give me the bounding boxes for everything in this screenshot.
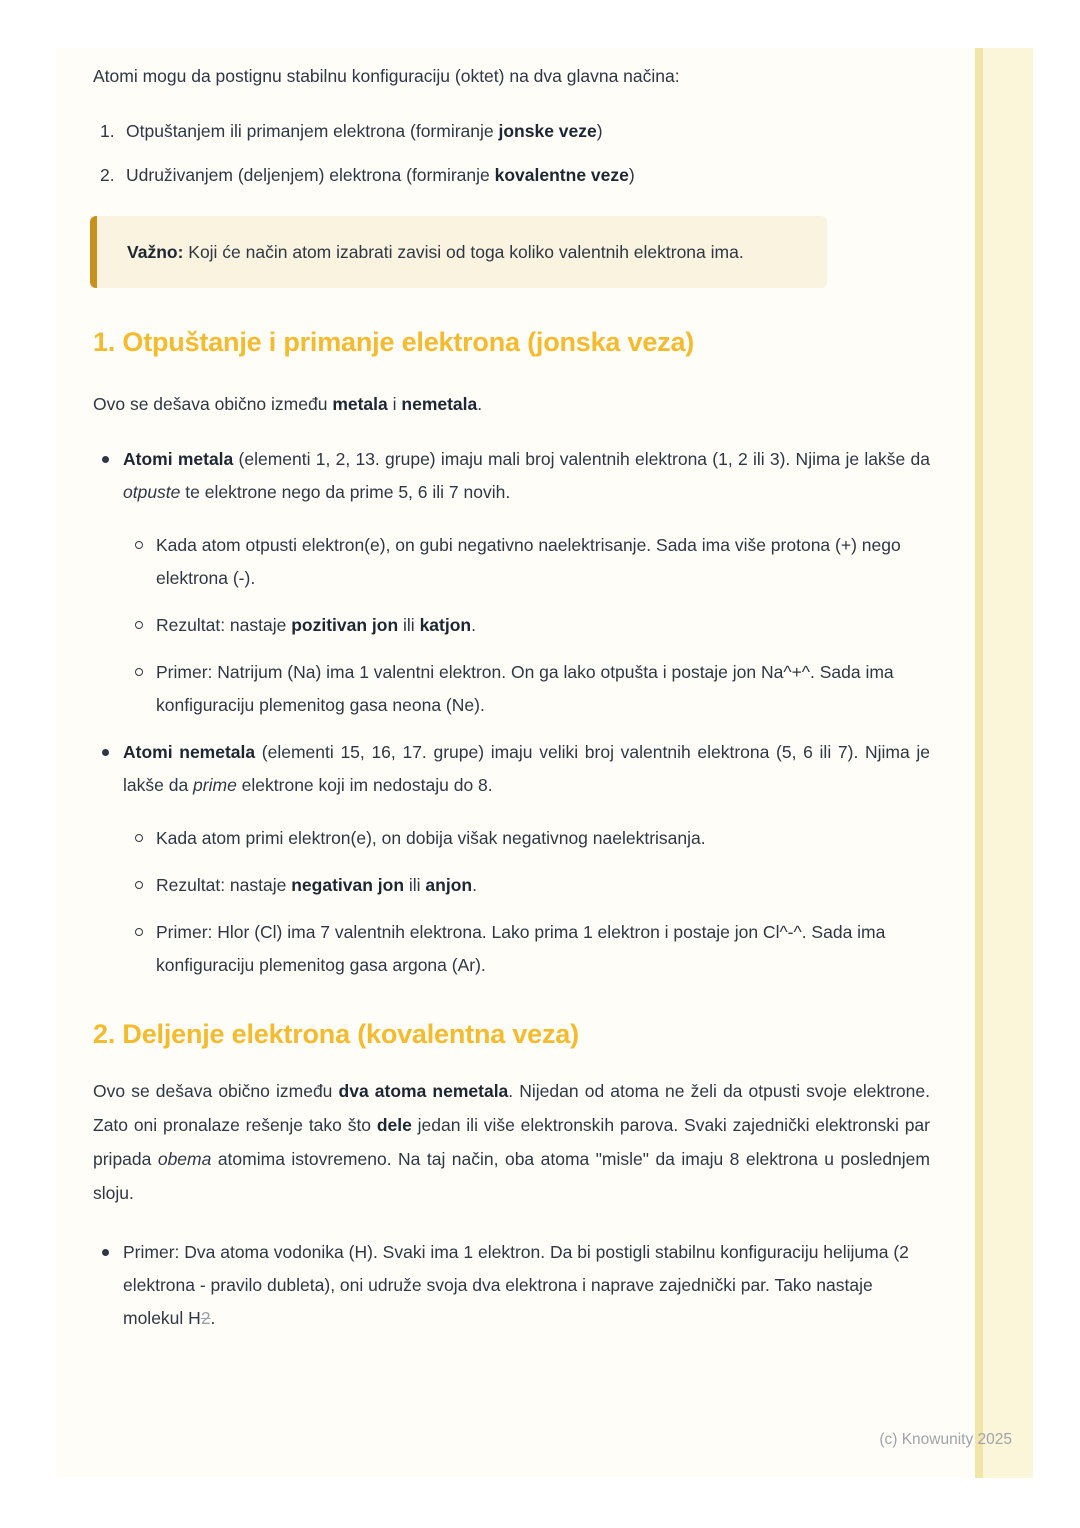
circle-bullet-icon [135,834,143,842]
copyright-watermark: (c) Knowunity 2025 [879,1431,1012,1448]
list-item-text: Atomi metala (elementi 1, 2, 13. grupe) imaju mali broj valentnih elektrona (1, 2 ili 3). Njima je lakše da otpuste te elektrone nego da prime 5, 6 ili 7 novih. [123,449,930,502]
list-item [93,1236,930,1335]
callout-text: Važno: Koji će način atom izabrati zavisi od toga koliko valentnih elektrona ima. [127,242,744,262]
circle-bullet-icon [135,928,143,936]
list-item-text: Primer: Dva atoma vodonika (H). Svaki ima 1 elektron. Da bi postigli stabilnu konfiguraciju helijuma (2 elektrona - pravilo dubleta), oni udruže svoja dva elektrona i naprave zajednički par. Tako nastaje molekul H2. [123,1242,909,1328]
circle-bullet-icon [135,541,143,549]
intro-numbered-list [93,115,930,192]
list-item-text: Primer: Hlor (Cl) ima 7 valentnih elektrona. Lako prima 1 elektron i postaje jon Cl^-^. Sada ima konfiguraciju plemenitog gasa argona (Ar). [156,922,886,975]
bullet-marker [135,822,156,855]
circle-bullet-icon [135,621,143,629]
disc-bullet-icon [102,456,109,463]
list-item [135,869,930,902]
list-item-text: Rezultat: nastaje negativan jon ili anjon. [156,875,477,895]
bullet-marker [135,869,156,902]
numbered-item [93,115,930,148]
disc-bullet-icon [102,1249,109,1256]
circle-bullet-icon [135,668,143,676]
item-text: Otpuštanjem ili primanjem elektrona (formiranje jonske veze) [126,121,603,141]
disc-bullet-icon [102,749,109,756]
list-item [93,736,930,802]
bullet-marker [93,443,123,509]
item-number: 2. [100,165,115,185]
list-item [135,656,930,722]
list-item-text: Kada atom otpusti elektron(e), on gubi negativno naelektrisanje. Sada ima više protona (+) nego elektrona (-). [156,535,901,588]
bullet-marker [135,916,156,982]
section1-heading: 1. Otpuštanje i primanje elektrona (jonska veza) [93,327,695,357]
list-item [135,609,930,642]
important-callout [90,216,827,288]
item-text: Udruživanjem (deljenjem) elektrona (formiranje kovalentne veze) [126,165,635,185]
list-item-text: Rezultat: nastaje pozitivan jon ili katjon. [156,615,476,635]
list-item [135,822,930,855]
page-edge-strip [975,48,1033,1478]
list-item [93,443,930,509]
bullet-marker [135,529,156,595]
bullet-marker [93,736,123,802]
nested-bullet-list [135,529,930,722]
bullet-marker [135,656,156,722]
section2-bullet-list [93,1236,930,1335]
section1-lead: Ovo se dešava obično između metala i nemetala. [93,394,483,414]
section2-heading: 2. Deljenje elektrona (kovalentna veza) [93,1019,579,1049]
list-item-text: Atomi nemetala (elementi 15, 16, 17. grupe) imaju veliki broj valentnih elektrona (5, 6 ili 7). Njima je lakše da prime elektrone koji im nedostaju do 8. [123,742,930,795]
bullet-marker [135,609,156,642]
list-item [135,529,930,595]
bullet-marker [93,1236,123,1335]
list-item-text: Kada atom primi elektron(e), on dobija višak negativnog naelektrisanja. [156,828,706,848]
intro-paragraph: Atomi mogu da postignu stabilnu konfiguraciju (oktet) na dva glavna načina: [93,66,680,86]
nested-bullet-list [135,822,930,982]
document-content [93,60,930,1349]
list-item [135,916,930,982]
list-item-text: Primer: Natrijum (Na) ima 1 valentni elektron. On ga lako otpušta i postaje jon Na^+^. Sada ima konfiguraciju plemenitog gasa neona (Ne). [156,662,894,715]
item-number: 1. [100,121,115,141]
section2-paragraph: Ovo se dešava obično između dva atoma nemetala. Nijedan od atoma ne želi da otpusti svoje elektrone. Zato oni pronalaze rešenje tako što dele jedan ili više elektronskih parova. Svaki zajednički elektronski par pripada obema atomima istovremeno. Na taj način, oba atoma "misle" da imaju 8 elektrona u poslednjem sloju. [93,1081,930,1203]
circle-bullet-icon [135,881,143,889]
section1-bullet-list [93,443,930,982]
numbered-item [93,159,930,192]
